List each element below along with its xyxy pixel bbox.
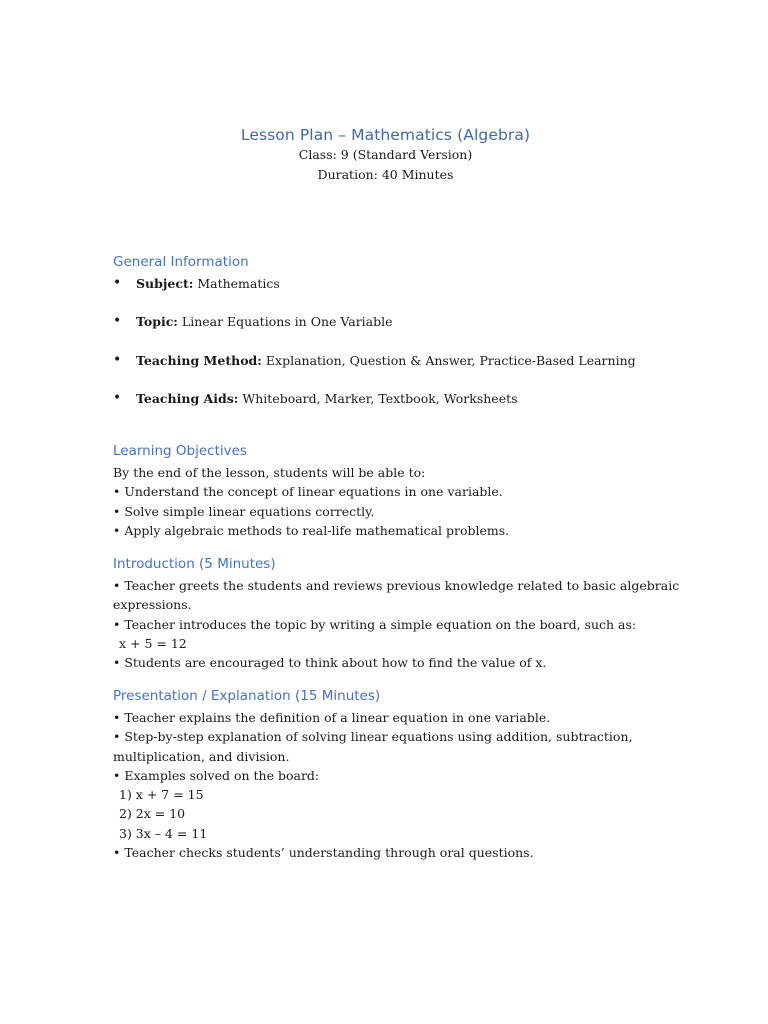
bullet-icon: •	[113, 351, 122, 368]
learning-objectives-text	[113, 463, 658, 540]
bullet-icon: •	[113, 389, 122, 406]
class-line: Class: 9 (Standard Version)	[298, 147, 473, 162]
presentation-line: multiplication, and division.	[113, 748, 290, 764]
item-label: Subject:	[136, 276, 194, 291]
presentation-line: • Step-by-step explanation of solving linear equations using addition, subtraction,	[113, 729, 633, 745]
item-value: Explanation, Question & Answer, Practice-Based Learning	[265, 352, 636, 368]
presentation-example: 3) 3x – 4 = 11	[119, 825, 208, 841]
duration-line: Duration: 40 Minutes	[317, 166, 454, 182]
list-item-subject	[113, 274, 658, 312]
presentation-example: 1) x + 7 = 15	[119, 787, 204, 803]
objectives-line: By the end of the lesson, students will be able to:	[113, 465, 426, 480]
list-item-topic	[113, 312, 658, 350]
item-value: Whiteboard, Marker, Textbook, Worksheets	[242, 390, 518, 406]
list-item-teaching-method	[113, 351, 658, 389]
introduction-line: • Teacher greets the students and reviews previous knowledge related to basic algebraic	[113, 578, 680, 593]
introduction-line: • Teacher introduces the topic by writing a simple equation on the board, such as:	[113, 616, 637, 632]
objectives-line: • Solve simple linear equations correctly.	[113, 503, 375, 519]
learning-objectives-heading: Learning Objectives	[113, 443, 247, 459]
item-label: Teaching Aids:	[136, 390, 239, 406]
presentation-line: • Examples solved on the board:	[113, 767, 320, 783]
introduction-line: expressions.	[113, 597, 192, 613]
presentation-line: • Teacher checks students’ understanding through oral questions.	[113, 845, 534, 861]
presentation-heading: Presentation / Explanation (15 Minutes)	[113, 688, 381, 704]
title-block	[113, 125, 658, 184]
bullet-icon: •	[113, 275, 122, 291]
general-information-list	[113, 274, 658, 427]
introduction-heading: Introduction (5 Minutes)	[113, 556, 276, 572]
introduction-line: • Students are encouraged to think about how to find the value of x.	[113, 655, 547, 671]
objectives-line: • Apply algebraic methods to real-life mathematical problems.	[113, 522, 510, 538]
presentation-text	[113, 708, 658, 862]
item-value: Mathematics	[197, 276, 280, 291]
document-title: Lesson Plan – Mathematics (Algebra)	[240, 126, 531, 144]
document-page	[113, 0, 680, 1024]
general-information-heading: General Information	[113, 254, 249, 270]
item-label: Topic:	[136, 314, 178, 330]
item-label: Teaching Method:	[136, 352, 262, 368]
presentation-example: 2) 2x = 10	[119, 806, 186, 822]
objectives-line: • Understand the concept of linear equations in one variable.	[113, 484, 503, 500]
introduction-equation: x + 5 = 12	[119, 635, 187, 651]
bullet-icon: •	[113, 313, 122, 330]
item-value: Linear Equations in One Variable	[181, 314, 393, 330]
introduction-text	[113, 576, 680, 672]
presentation-line: • Teacher explains the definition of a linear equation in one variable.	[113, 710, 551, 725]
list-item-teaching-aids	[113, 389, 658, 427]
